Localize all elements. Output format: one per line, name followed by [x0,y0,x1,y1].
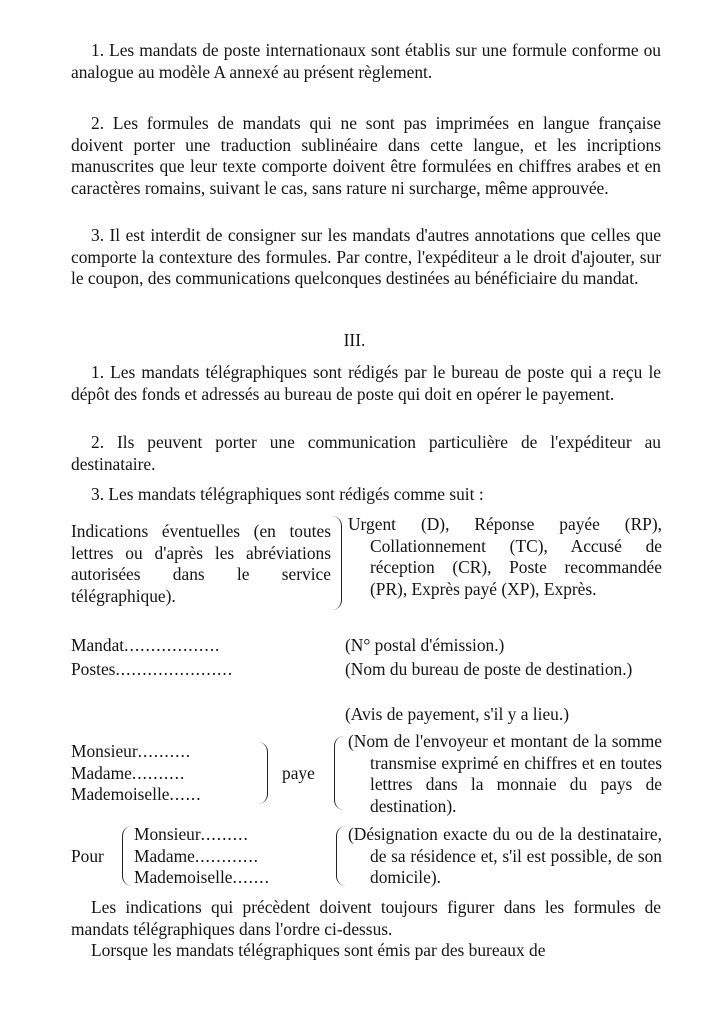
brace-indications [332,516,342,610]
form-pour-value: (Désignation exacte du ou de la destinataire, de sa résidence et, s'il est possible, de son domicile). [348,824,662,888]
form-mandat-value: (N° postal d'émission.) [345,635,505,655]
form-postes-row [71,659,233,681]
form-pour-label: Pour [71,846,104,866]
form-payee-value: (Nom de l'envoyeur et montant de la somme transmise exprimé en chiffres et en toutes lettres dans la monnaie du pays de destination). [348,731,662,816]
section3-paragraph-1: 1. Les mandats télégraphiques sont rédigés par le bureau de poste qui a reçu le dépôt des fonds et adressés au bureau de poste qui doit en opérer le payement. [71,362,661,404]
form-pour-title-1: Monsieur......... [134,824,249,844]
form-postes-label: Postes [71,659,116,679]
form-indications-options: Urgent (D), Réponse payée (RP), Collationnement (TC), Accusé de réception (CR), Poste recommandée (PR), Exprès payé (XP), Exprès. [348,514,662,599]
form-pour-titles [134,824,344,889]
brace-payee-right [334,736,344,810]
form-payee-title-3: Mademoiselle...... [71,784,202,805]
form-payee-title-1: Monsieur.......... [71,741,192,761]
section3-heading: III. [343,330,366,350]
brace-payee-left [258,742,268,804]
form-pour-title-3: Mademoiselle....... [134,867,270,888]
form-payee-verb: paye [282,763,315,783]
section2-paragraph-1: 1. Les mandats de poste internationaux sont établis sur une formule conforme ou analogue au modèle A annexé au présent règlement. [71,40,661,82]
section3-paragraph-3: 3. Les mandats télégraphiques sont rédigés comme suit : [91,484,484,504]
form-postes-dots: ...................... [115,659,234,679]
brace-pour [122,826,132,886]
footer-paragraph-2: Lorsque les mandats télégraphiques sont émis par des bureaux de [91,940,546,960]
form-mandat-label: Mandat [71,635,125,655]
section2-paragraph-2: 2. Les formules de mandats qui ne sont pas imprimées en langue française doivent porter une traduction sublinéaire dans cette langue, et les incriptions manuscrites que leur texte comporte doivent être formulées en chiffres arabes et en caractères romains, suivant le cas, sans rature ni surcharge, même approuvée. [71,113,661,198]
form-avis-value: (Avis de payement, s'il y a lieu.) [345,704,569,724]
section3-paragraph-2: 2. Ils peuvent porter une communication particulière de l'expéditeur au destinataire. [71,432,661,474]
form-payee-titles [71,741,261,806]
form-mandat-dots: .................. [124,635,221,655]
footer-paragraph-1: Les indications qui précèdent doivent toujours figurer dans les formules de mandats télégraphiques dans l'ordre ci-dessus. [71,897,661,939]
section2-paragraph-3: 3. Il est interdit de consigner sur les mandats d'autres annotations que celles que comporte la contexture des formules. Par contre, l'expéditeur a le droit d'ajouter, sur le coupon, des communications quelconques destinées au bénéficiaire du mandat. [71,225,661,289]
form-pour-title-2: Madame............ [134,845,260,866]
brace-pour-right [336,826,346,886]
form-postes-value: (Nom du bureau de poste de destination.) [345,659,633,679]
form-payee-title-2: Madame.......... [71,762,186,783]
form-mandat-row [71,635,220,657]
form-indications-label: Indications éventuelles (en toutes lettres ou d'après les abréviations autorisées dans le service télégraphique). [71,521,331,606]
